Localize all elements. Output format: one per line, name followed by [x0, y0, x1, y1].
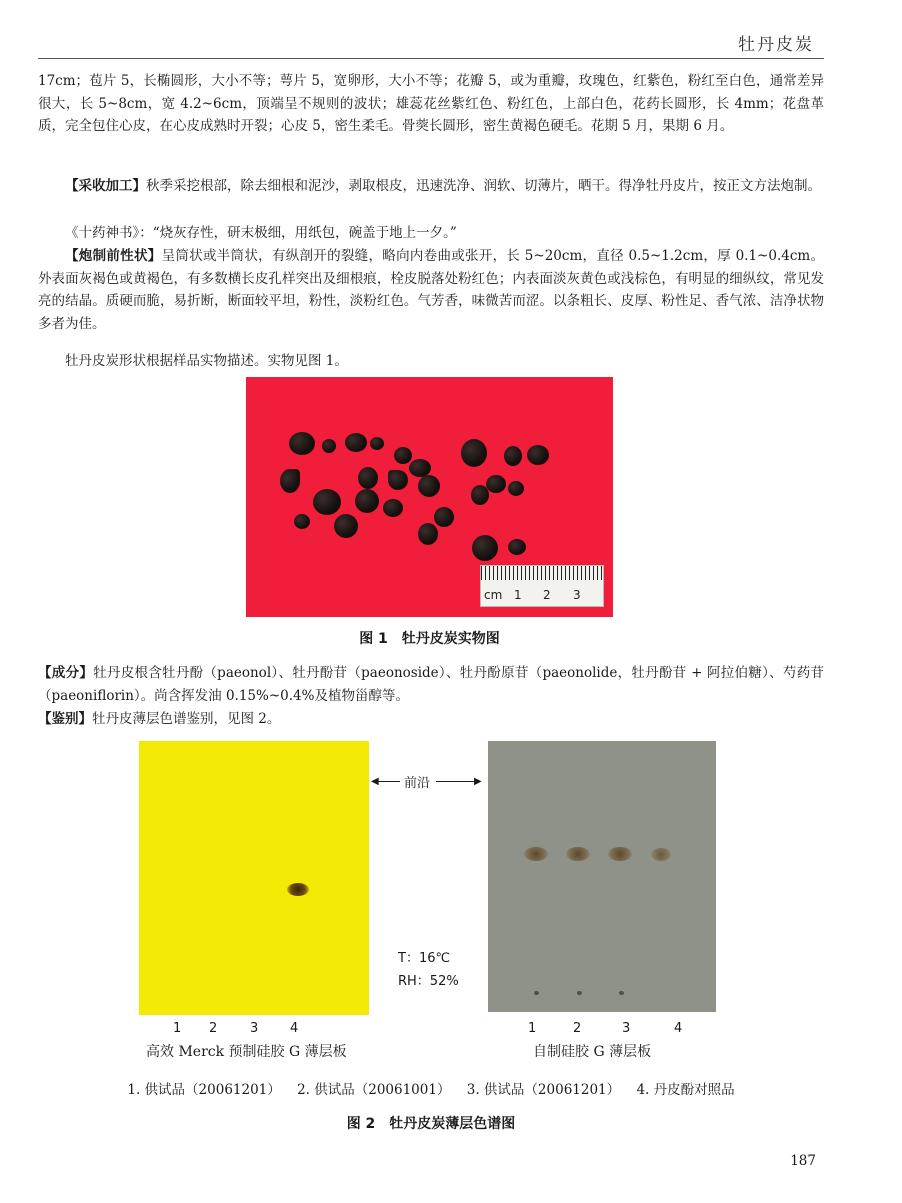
legend-item: 4. 丹皮酚对照品	[636, 1082, 735, 1098]
paragraph-harvest-body: 秋季采挖根部，除去细根和泥沙，剥取根皮，迅速洗净、润软、切薄片，晒干。得净牡丹皮片，按正文方法炮制。	[146, 178, 821, 194]
ruler-mark: 2	[543, 588, 551, 602]
paragraph-harvest	[38, 175, 824, 198]
ruler-ticks	[481, 566, 603, 580]
charcoal-piece	[434, 507, 454, 527]
page-number: 187	[790, 1153, 816, 1169]
paragraph-botany: 17cm；苞片 5，长椭圆形，大小不等；萼片 5，宽卵形，大小不等；花瓣 5，或为重瓣，玫瑰色，红紫色，粉红至白色，通常差异很大，长 5~8cm，宽 4.2~6cm，顶端呈不规则的波状；雄蕊花丝紫红色、粉红色，上部白色，花药长圆形，长 4mm；花盘革质，完全包住心皮，在心皮成熟时开裂；心皮 5，密生柔毛。骨葖长圆形，密生黄褐色硬毛。花期 5 月，果期 6 月。	[38, 73, 824, 134]
tlc-origin-dot	[534, 991, 539, 995]
figure2-caption: 图 2 牡丹皮炭薄层色谱图	[346, 1116, 516, 1132]
tlc-spot-lane1	[524, 847, 548, 861]
tlc-spot-lane4	[287, 883, 309, 896]
section-heading-components: 【成分】	[38, 665, 94, 681]
paragraph-properties-body: 呈筒状或半筒状，有纵剖开的裂缝，略向内卷曲或张开，长 5~20cm，直径 0.5~1.2cm，厚 0.1~0.4cm。外表面灰褐色或黄褐色，有多数横长皮孔样突出及细根痕，栓皮脱落处粉红色；内表面淡灰黄色或浅棕色，有明显的细纵纹，常见发亮的结晶。质硬而脆，易折断，断面较平坦，粉性，淡粉红色。气芳香，味微苦而涩。以条粗长、皮厚、粉性足、香气浓、洁净状物多者为佳。	[38, 248, 824, 332]
charcoal-piece	[471, 485, 489, 505]
charcoal-piece	[280, 469, 300, 493]
header-rule	[38, 58, 824, 59]
tlc-spot-lane2	[566, 847, 590, 861]
paragraph-sample-note: 牡丹皮炭形状根据样品实物描述。实物见图 1。	[65, 353, 348, 369]
front-arrow-right-line	[436, 781, 478, 782]
charcoal-piece	[355, 489, 379, 513]
lane-label: 3	[622, 1021, 631, 1036]
figure2-legend	[38, 1078, 824, 1098]
lane-label: 4	[290, 1021, 299, 1036]
charcoal-piece	[345, 433, 367, 452]
charcoal-piece	[418, 523, 438, 545]
charcoal-piece	[394, 447, 412, 464]
charcoal-piece	[334, 514, 358, 538]
humidity-label: RH：52%	[398, 974, 459, 989]
left-plate-caption: 高效 Merck 预制硅胶 G 薄层板	[146, 1044, 347, 1060]
charcoal-piece	[383, 499, 403, 517]
charcoal-piece	[313, 489, 341, 515]
paragraph-components	[38, 662, 824, 707]
lane-label: 3	[250, 1021, 259, 1036]
charcoal-piece	[294, 514, 310, 529]
front-arrow-left-line	[378, 781, 400, 782]
charcoal-piece	[472, 535, 498, 561]
tlc-origin-dot	[619, 991, 624, 995]
charcoal-piece	[461, 439, 487, 467]
figure1-photo	[246, 377, 613, 617]
paragraph-identification-body: 牡丹皮薄层色谱鉴别，见图 2。	[92, 711, 281, 727]
lane-label: 1	[528, 1021, 537, 1036]
figure1-caption: 图 1 牡丹皮炭实物图	[359, 631, 500, 647]
charcoal-piece	[508, 539, 526, 555]
tlc-origin-dot	[577, 991, 582, 995]
section-heading-properties: 【炮制前性状】	[65, 248, 162, 264]
right-plate-caption: 自制硅胶 G 薄层板	[533, 1044, 652, 1060]
lane-label: 4	[674, 1021, 683, 1036]
tlc-plate-merck	[139, 741, 369, 1015]
charcoal-piece	[358, 467, 378, 489]
section-heading-identification: 【鉴别】	[38, 711, 92, 727]
paragraph-quote: 《十药神书》：“烧灰存性，研末极细，用纸包，碗盖于地上一夕。”	[65, 225, 457, 241]
ruler-mark: 1	[514, 588, 522, 602]
front-arrow-right-icon: ▶	[474, 776, 482, 787]
charcoal-piece	[504, 446, 522, 466]
tlc-plate-homemade	[488, 741, 716, 1012]
tlc-spot-lane3	[608, 847, 632, 861]
lane-label: 2	[573, 1021, 582, 1036]
running-header-title: 牡丹皮炭	[738, 35, 814, 55]
charcoal-piece	[322, 439, 336, 453]
charcoal-piece	[388, 470, 408, 490]
lane-label: 2	[209, 1021, 218, 1036]
scale-ruler	[480, 565, 604, 607]
charcoal-piece	[508, 481, 524, 496]
paragraph-properties	[38, 245, 824, 335]
temperature-label: T：16℃	[398, 951, 451, 966]
paragraph-components-body: 牡丹皮根含牡丹酚（paeonol）、牡丹酚苷（paeonoside）、牡丹酚原苷（paeonolide，牡丹酚苷 + 阿拉伯糖）、芍药苷（paeoniflorin）。尚含挥发油 0.15%~0.4%及植物甾醇等。	[38, 665, 825, 704]
charcoal-piece	[370, 437, 384, 450]
lane-label: 1	[173, 1021, 182, 1036]
solvent-front-label: 前沿	[404, 776, 431, 791]
ruler-mark: 3	[573, 588, 581, 602]
ruler-unit-label: cm	[484, 588, 503, 602]
charcoal-piece	[289, 432, 315, 455]
charcoal-piece	[527, 445, 549, 465]
section-heading-harvest: 【采收加工】	[65, 178, 146, 194]
front-arrow-left-icon: ◀	[371, 776, 379, 787]
legend-item: 1. 供试品（20061201）	[127, 1082, 281, 1098]
paragraph-identification	[38, 708, 824, 731]
legend-item: 3. 供试品（20061201）	[466, 1082, 621, 1098]
tlc-spot-lane4	[651, 848, 671, 861]
charcoal-piece	[486, 475, 506, 493]
charcoal-piece	[418, 475, 440, 497]
legend-item: 2. 供试品（20061001）	[297, 1082, 451, 1098]
